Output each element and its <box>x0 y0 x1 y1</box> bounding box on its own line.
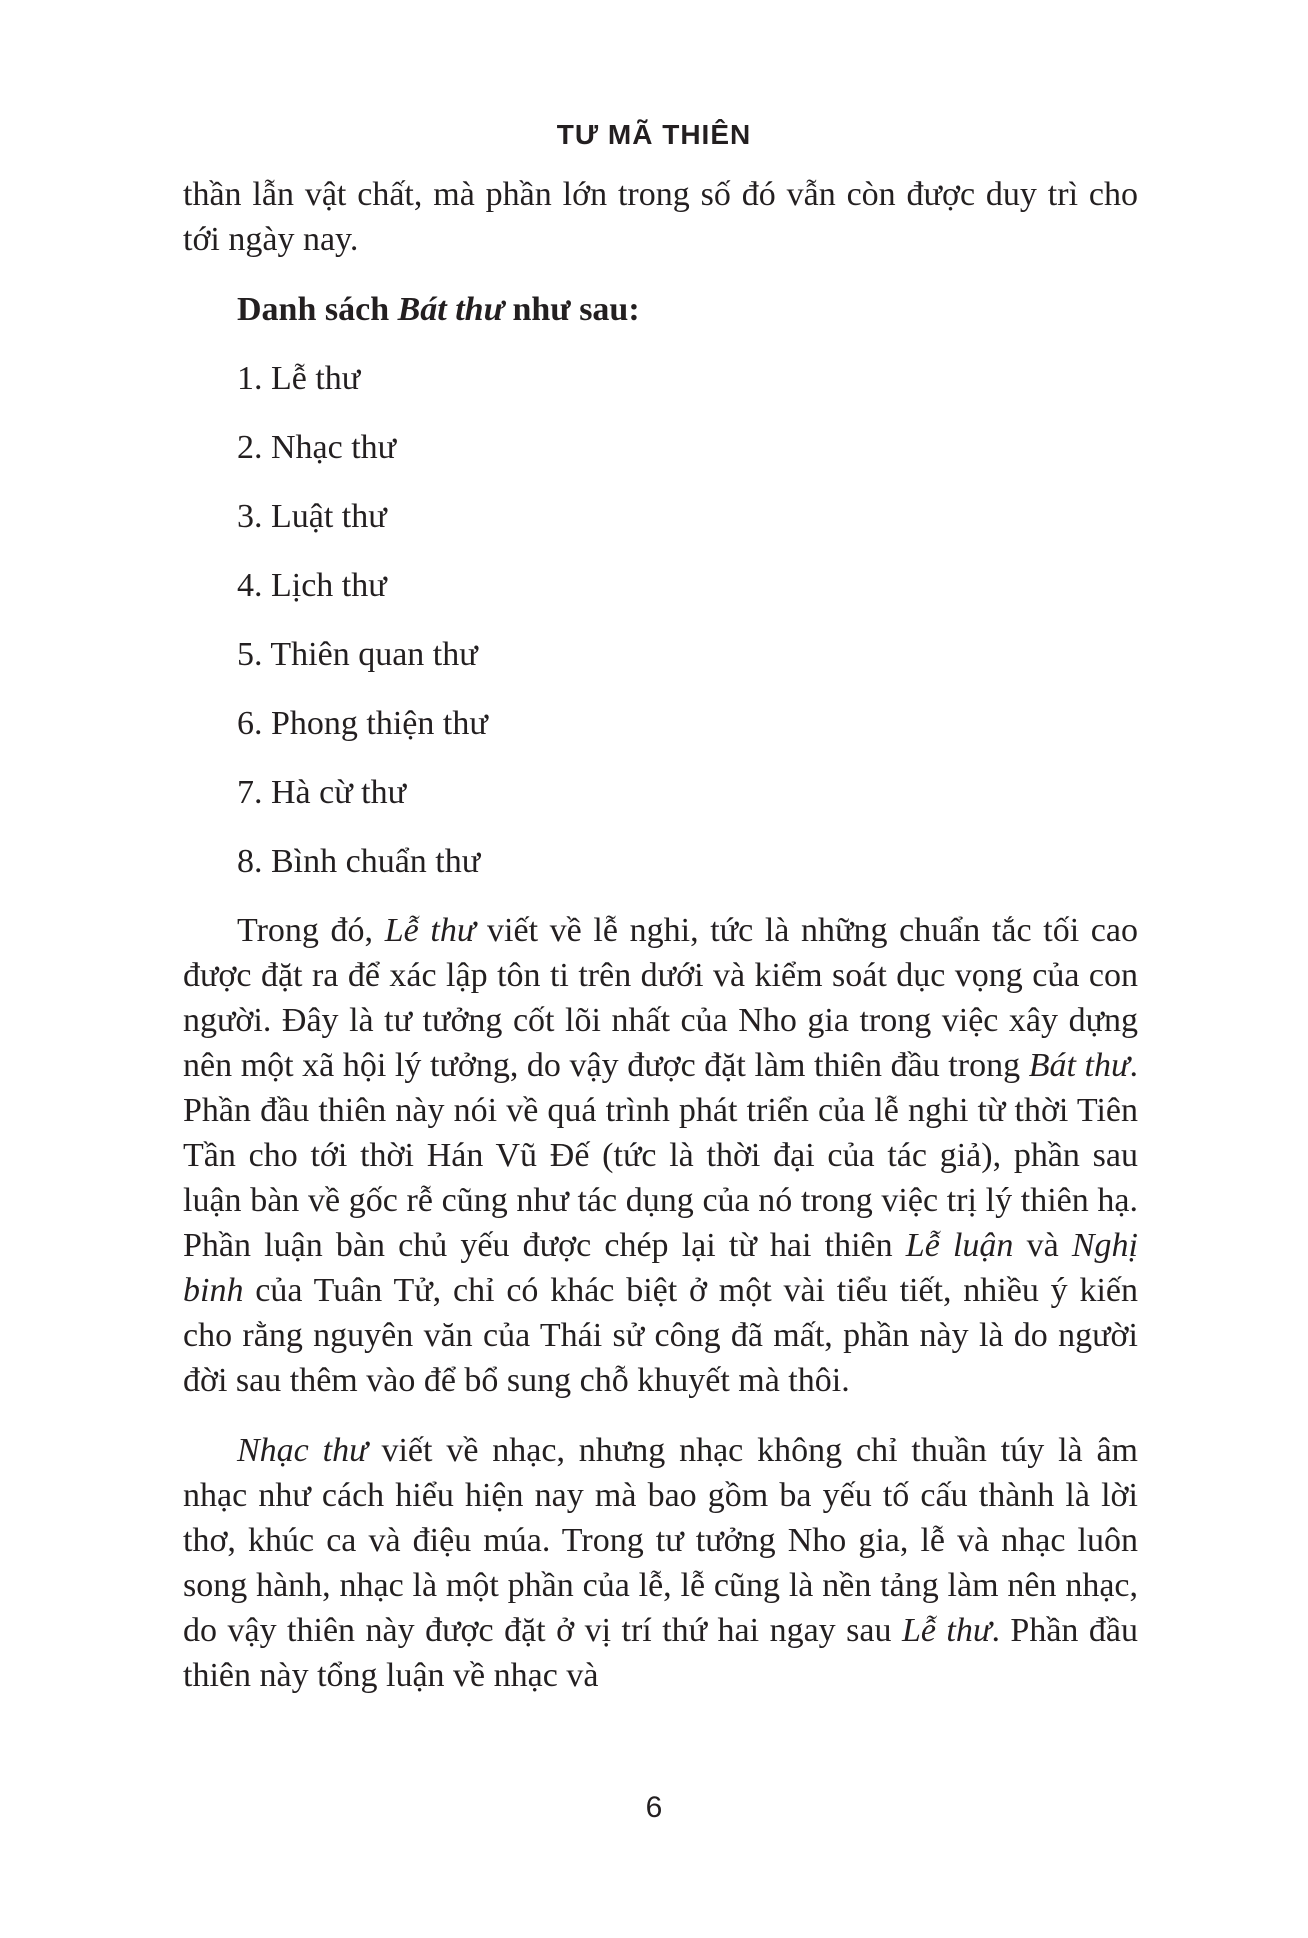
running-header-title: TƯ MÃ THIÊN <box>556 119 752 150</box>
text-run: Trong đó, <box>237 912 385 949</box>
italic-title: Bát thư <box>1028 1047 1130 1084</box>
italic-title: Nghị binh <box>183 1227 1138 1309</box>
text-run: của Tuân Tử, chỉ có khác biệt ở một vài tiểu tiết, nhiều ý kiến cho rằng nguyên văn của Thái sử công đã mất, phần này là do người đời sau thêm vào để bổ sung chỗ khuyết mà thôi. <box>183 1272 1138 1399</box>
text-run: viết về lễ nghi, tức là những chuẩn tắc tối cao được đặt ra để xác lập tôn ti trên dưới và kiểm soát dục vọng của con người. Đây là tư tưởng cốt lõi nhất của Nho gia trong việc xây dựng nên một xã hội lý tưởng, do vậy được đặt làm thiên đầu trong <box>183 912 1138 1084</box>
list-item: 2. Nhạc thư <box>237 429 397 466</box>
italic-title: Lễ thư <box>384 912 476 949</box>
list-item: 8. Bình chuẩn thư <box>237 843 481 880</box>
paragraph-continuation: thần lẫn vật chất, mà phần lớn trong số đó vẫn còn được duy trì cho tới ngày nay. <box>183 176 1138 258</box>
list-item: 5. Thiên quan thư <box>237 636 478 673</box>
text-run: và <box>1013 1227 1072 1264</box>
text-run: . Phần đầu thiên này nói về quá trình phát triển của lễ nghi từ thời Tiên Tần cho tới thời Hán Vũ Đế (tức là thời đại của tác giả), phần sau luận bàn về gốc rễ cũng như tác dụng của nó trong việc trị lý thiên hạ. Phần luận bàn chủ yếu được chép lại từ hai thiên <box>183 1047 1138 1264</box>
italic-title: Lễ luận <box>905 1227 1014 1264</box>
italic-title: Lễ thư <box>901 1612 992 1649</box>
list-item: 7. Hà cừ thư <box>237 774 407 811</box>
list-item: 6. Phong thiện thư <box>237 705 488 742</box>
paragraph-nhac-thu <box>183 1428 1138 1698</box>
paragraph-le-thu <box>183 908 1138 1403</box>
text-run: viết về nhạc, nhưng nhạc không chỉ thuần túy là âm nhạc như cách hiểu hiện nay mà bao gồm ba yếu tố cấu thành là lời thơ, khúc ca và điệu múa. Trong tư tưởng Nho gia, lễ và nhạc luôn song hành, nhạc là một phần của lễ, lễ cũng là nền tảng làm nên nhạc, do vậy thiên này được đặt ở vị trí thứ hai ngay sau <box>183 1432 1138 1649</box>
page-body <box>183 172 1138 1698</box>
list-item: 1. Lễ thư <box>237 360 361 397</box>
bat-thu-list <box>183 356 1138 884</box>
list-heading-italic-title: Bát thư <box>397 291 504 328</box>
list-heading-text: Danh sách <box>237 291 398 328</box>
list-heading-text-end: như sau: <box>503 291 640 328</box>
italic-title: Nhạc thư <box>237 1432 368 1469</box>
page-number: 6 <box>645 1791 663 1824</box>
list-item: 3. Luật thư <box>237 498 387 535</box>
text-run: . Phần đầu thiên này tổng luận về nhạc và <box>183 1612 1138 1694</box>
list-item: 4. Lịch thư <box>237 567 387 604</box>
list-heading <box>183 287 1138 332</box>
